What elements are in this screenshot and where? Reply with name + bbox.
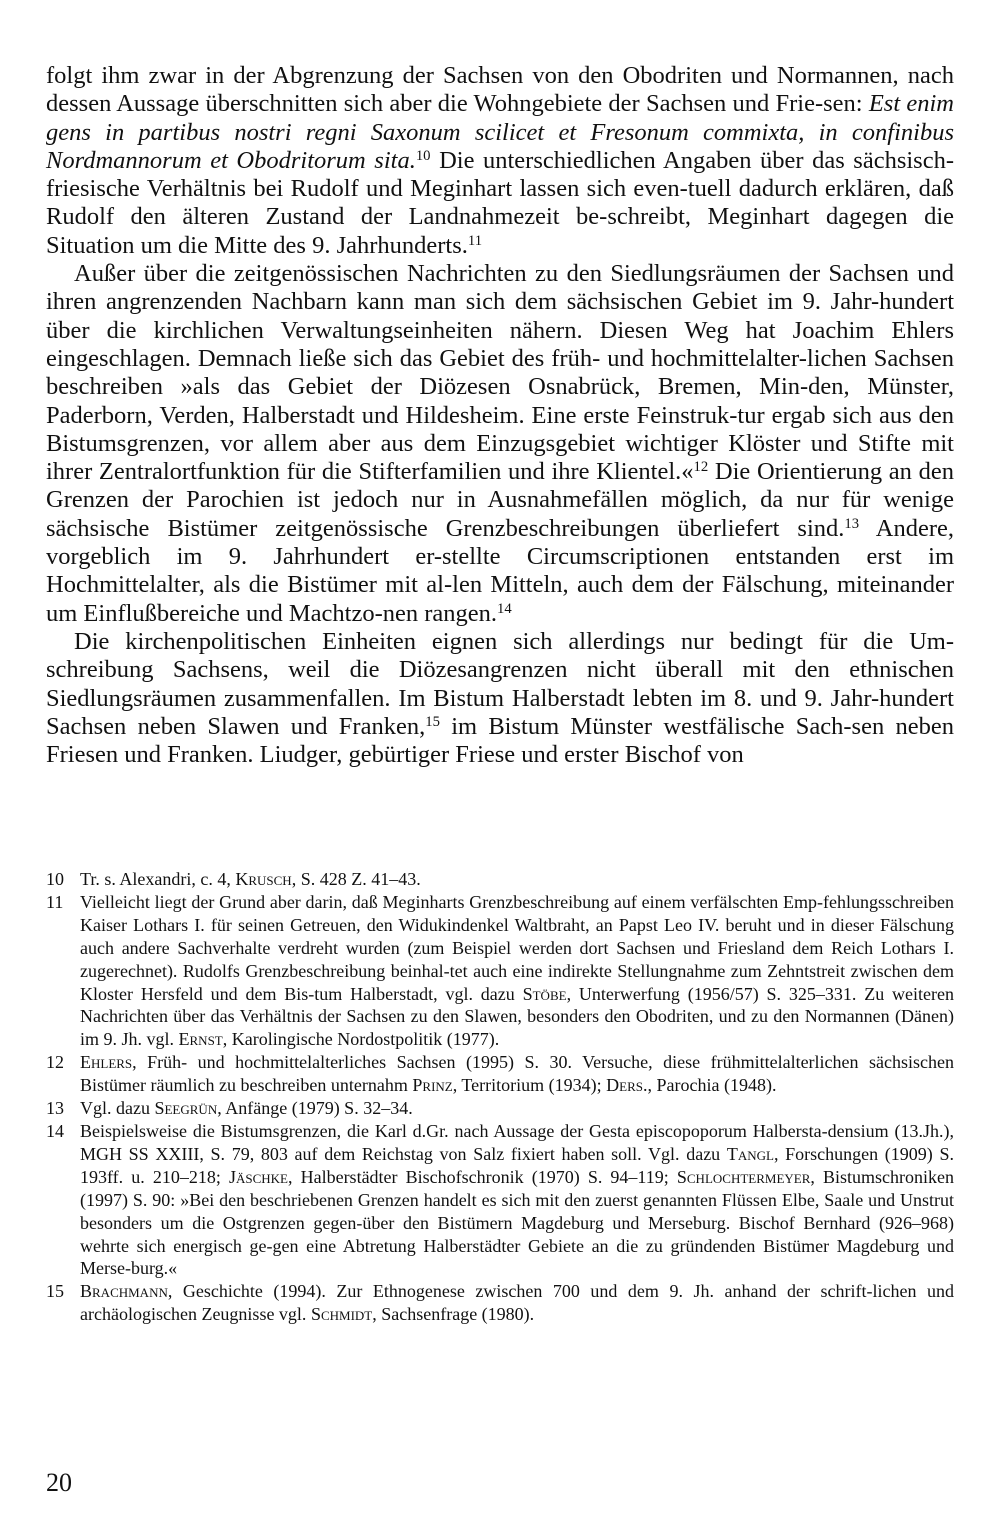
footnote-text-run: Tr. s. Alexandri, c. 4, (80, 869, 236, 889)
footnote-13 (46, 1097, 954, 1120)
footnote-text-run: Vgl. dazu (80, 1098, 155, 1119)
paragraph-text-run: Außer über die zeitgenössischen Nachrichten zu den Siedlungsräumen der Sachsen und ihren angrenzenden Nachbarn kann man sich dem sächsischen Gebiet im 9. Jahr-hundert über die kirchlichen Verwaltungseinheiten nähern. Diesen Weg hat Joachim Ehlers eingeschlagen. Demnach ließe sich das Gebiet des früh- und hochmittelalter-lichen Sachsen beschreiben »als das Gebiet der Diözesen Osnabrück, Bremen, Min-den, Münster, Paderborn, Verden, Halberstadt und Hildesheim. Eine erste Feinstruk-tur ergab sich aus den Bistumsgrenzen, vor allem aber aus dem Einzugsgebiet wichtiger Klöster und Stifte mit ihrer Zentralortfunktion für die Stifterfamilien und ihre Klientel.« (46, 260, 954, 486)
footnote-12 (46, 1051, 954, 1097)
author-name: Ernst (178, 1029, 223, 1050)
author-name: Schmidt (310, 1304, 373, 1325)
paragraph-text-run: im Bistum Münster westfälische Sach-sen neben Friesen und Franken. Liudger, gebürtiger Friese und erster Bischof von (46, 712, 954, 769)
paragraph-text-run: Die Orientierung an den Grenzen der Parochien ist jedoch nur in Ausnahmefällen möglich, da nur für wenige sächsische Bistümer zeitgenössische Grenzbeschreibungen überliefert sind. (46, 458, 954, 542)
author-name: Krusch (235, 869, 292, 889)
footnote-text-run: , S. 428 Z. 41–43. (291, 869, 421, 889)
footnote-text (80, 868, 954, 891)
footnote-text-run: , Sachsenfrage (1980). (372, 1304, 535, 1325)
author-name: Tangl (726, 1143, 774, 1164)
author-name: Ders. (606, 1075, 648, 1096)
footnote-text-run: Vielleicht liegt der Grund aber darin, daß Meginharts Grenzbeschreibung auf einem verfälschten Emp-fehlungsschreiben Kaiser Lothars I. für seinen Getreuen, den Widukindenkel Waltbraht, an Papst Leo IV. beruht und in dieser Fälschung auch andere Sachverhalte verdreht wurden (zum Beispiel werden dort Sachsen und Friesland dem Reich Lothars I. zugerechnet). Rudolfs Grenzbeschreibung beinhal-tet auch eine indirekte Stellungnahme zum Zehntstreit zwischen dem Kloster Hersfeld und dem Bis-tum Halberstadt, vgl. dazu (80, 891, 954, 1004)
footnote-number: 15 (46, 1281, 64, 1302)
footnote-text-run: Beispielsweise die Bistumsgrenzen, die Karl d.Gr. nach Aussage der Gesta episcopoporum Halbersta-densium (13.Jh.), MGH SS XXIII, S. 79, 803 auf dem Reichstag von Salz fixiert haben soll. Vgl. dazu (80, 1120, 954, 1164)
footnote-10 (46, 868, 954, 891)
paragraph-1 (46, 62, 954, 260)
footnote-text (80, 1120, 954, 1280)
footnote-text-run: , Territorium (1934); (452, 1075, 607, 1096)
paragraph-text-run: folgt ihm zwar in der Abgrenzung der Sachsen von den Obodriten und Normannen, nach dessen Aussage überschnitten sich aber die Wohngebiete der Sachsen und Frie-sen: (46, 62, 954, 118)
footnote-text-run: , Parochia (1948). (647, 1075, 777, 1096)
footnote-text-run: , Karolingische Nordostpolitik (1977). (222, 1029, 500, 1050)
footnote-marker: 10 (415, 147, 431, 164)
footnote-marker: 15 (425, 713, 440, 730)
footnote-number: 14 (46, 1120, 64, 1141)
footnote-text-run: , Früh- und hochmittelalterliches Sachsen (1995) S. 30. Versuche, diese frühmittelalterlichen sächsischen Bistümer räumlich zu beschreiben unternahm (80, 1052, 954, 1096)
footnote-marker: 13 (844, 515, 860, 532)
author-name: Seegrün (154, 1098, 218, 1119)
author-name: Stöbe (522, 983, 567, 1004)
footnote-number: 10 (46, 869, 64, 889)
footnote-text-run: , Anfänge (1979) S. 32–34. (217, 1098, 413, 1119)
footnote-text-run: , Unterwerfung (1956/57) S. 325–331. Zu weiteren Nachrichten über das Verhältnis der Sachsen zu den Slawen, besonders den Obodriten, und zu den Normannen (Dänen) im 9. Jh. vgl. (80, 983, 954, 1050)
latin-quote: Est enim gens in partibus nostri regni Saxonum scilicet et Fresonum commixta, in confinibus Nordmannorum et Obodritorum sita. (46, 90, 954, 174)
footnote-text (80, 1097, 954, 1120)
footnote-text (80, 891, 954, 1051)
paragraph-text-run: Andere, vorgeblich im 9. Jahrhundert er-stellte Circumscriptionen entstanden erst im Hochmittelalter, als die Bistümer mit al-len Mitteln, auch dem der Fälschung, miteinander um Einflußbereiche und Machtzo-nen rangen. (46, 514, 955, 627)
footnote-marker: 14 (497, 600, 512, 617)
footnote-number: 12 (46, 1052, 64, 1073)
paragraph-3 (46, 628, 954, 769)
page-number: 20 (46, 1468, 72, 1497)
paragraph-text-run: Die unterschiedlichen Angaben über das sächsisch-friesische Verhältnis bei Rudolf und Meginhart lassen sich even-tuell dadurch erklären, daß Rudolf den älteren Zustand der Landnahmezeit be-schreibt, Meginhart dagegen die Situation um die Mitte des 9. Jahrhunderts. (46, 146, 954, 259)
footnote-marker: 12 (693, 459, 709, 476)
author-name: Schlochtermeyer (676, 1166, 811, 1187)
footnote-number: 11 (46, 891, 64, 912)
main-text (46, 62, 954, 769)
footnote-11 (46, 891, 954, 1051)
footnote-text-run: , Forschungen (1909) S. 193ff. u. 210–218; (80, 1143, 954, 1187)
footnote-number: 13 (46, 1098, 64, 1119)
footnotes (46, 868, 954, 1326)
author-name: Prinz (412, 1075, 453, 1096)
paragraph-text-run: Die kirchenpolitischen Einheiten eignen sich allerdings nur bedingt für die Um-schreibung Sachsens, weil die Diözesangrenzen nicht überall mit den ethnischen Siedlungsräumen zusammenfallen. Im Bistum Halberstadt lebten im 8. und 9. Jahr-hundert Sachsen neben Slawen und Franken, (46, 627, 954, 740)
author-name: Jäschke (228, 1166, 288, 1187)
footnote-text (80, 1280, 954, 1326)
footnote-text-run: , Geschichte (1994). Zur Ethnogenese zwischen 700 und dem 9. Jh. anhand der schrift-lichen und archäologischen Zeugnisse vgl. (80, 1281, 954, 1325)
footnote-marker: 11 (467, 232, 483, 249)
footnote-text-run: , Halberstädter Bischofschronik (1970) S. 94–119; (287, 1166, 677, 1187)
footnote-15 (46, 1280, 954, 1326)
footnote-14 (46, 1120, 954, 1280)
author-name: Ehlers (80, 1052, 133, 1073)
author-name: Brachmann (80, 1281, 168, 1302)
footnote-text (80, 1051, 954, 1097)
footnote-text-run: , Bistumschroniken (1997) S. 90: »Bei den beschriebenen Grenzen handelt es sich mit den zuerst genannten Flüssen Elbe, Saale und Unstrut besonders um die Ostgrenzen gegen-über den Bistümern Magdeburg und Merseburg. Bischof Bernhard (926–968) wehrte sich energisch ge-gen eine Abtretung Halberstädter Gebiete an die zu gründenden Bistümer Magdeburg und Merse-burg.« (80, 1166, 954, 1279)
paragraph-2 (46, 260, 954, 628)
